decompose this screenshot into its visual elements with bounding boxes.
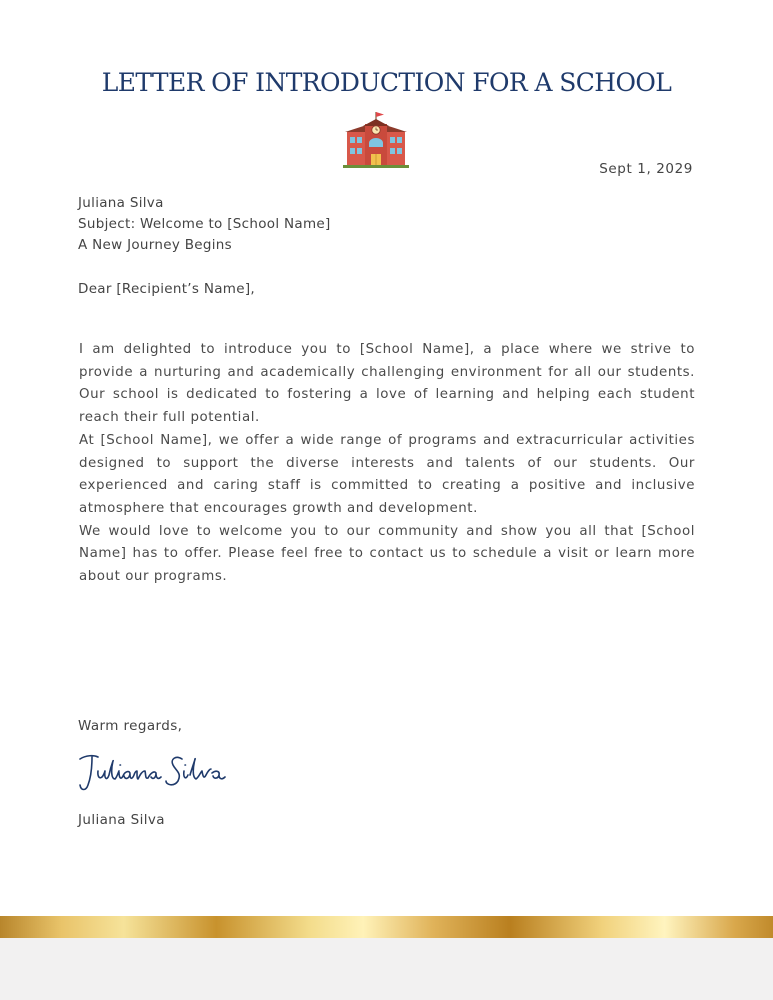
letter-header: [78, 193, 331, 256]
signer-name: Juliana Silva: [78, 812, 165, 828]
letter-body: [79, 339, 695, 589]
letter-title: LETTER OF INTRODUCTION FOR A SCHOOL: [101, 68, 672, 97]
school-building-icon: [343, 110, 409, 168]
sender-name: Juliana Silva: [78, 195, 164, 211]
paragraph-1: I am delighted to introduce you to [School Name], a place where we strive to provide a nurturing and academically challenging environment for all our students. Our school is dedicated to fostering a love of learning and helping each student reach their full potential.: [79, 342, 695, 426]
paragraph-2: At [School Name], we offer a wide range of programs and extracurricular activities designed to support the diverse interests and talents of our students. Our experienced and caring staff is committed to creating a positive and inclusive atmosphere that encourages growth and development.: [79, 432, 695, 516]
closing: Warm regards,: [78, 718, 183, 734]
subject-line: Subject: Welcome to [School Name]: [78, 216, 331, 232]
paragraph-3: We would love to welcome you to our community and show you all that [School Name] has to offer. Please feel free to contact us to schedule a visit or learn more about our programs.: [79, 523, 695, 585]
salutation: Dear [Recipient’s Name],: [78, 281, 256, 297]
subtitle-line: A New Journey Begins: [78, 237, 232, 253]
handwritten-signature: [78, 751, 228, 793]
gold-footer-band: [0, 916, 773, 938]
letter-date: Sept 1, 2029: [599, 161, 693, 177]
footer-area: [0, 938, 773, 1000]
